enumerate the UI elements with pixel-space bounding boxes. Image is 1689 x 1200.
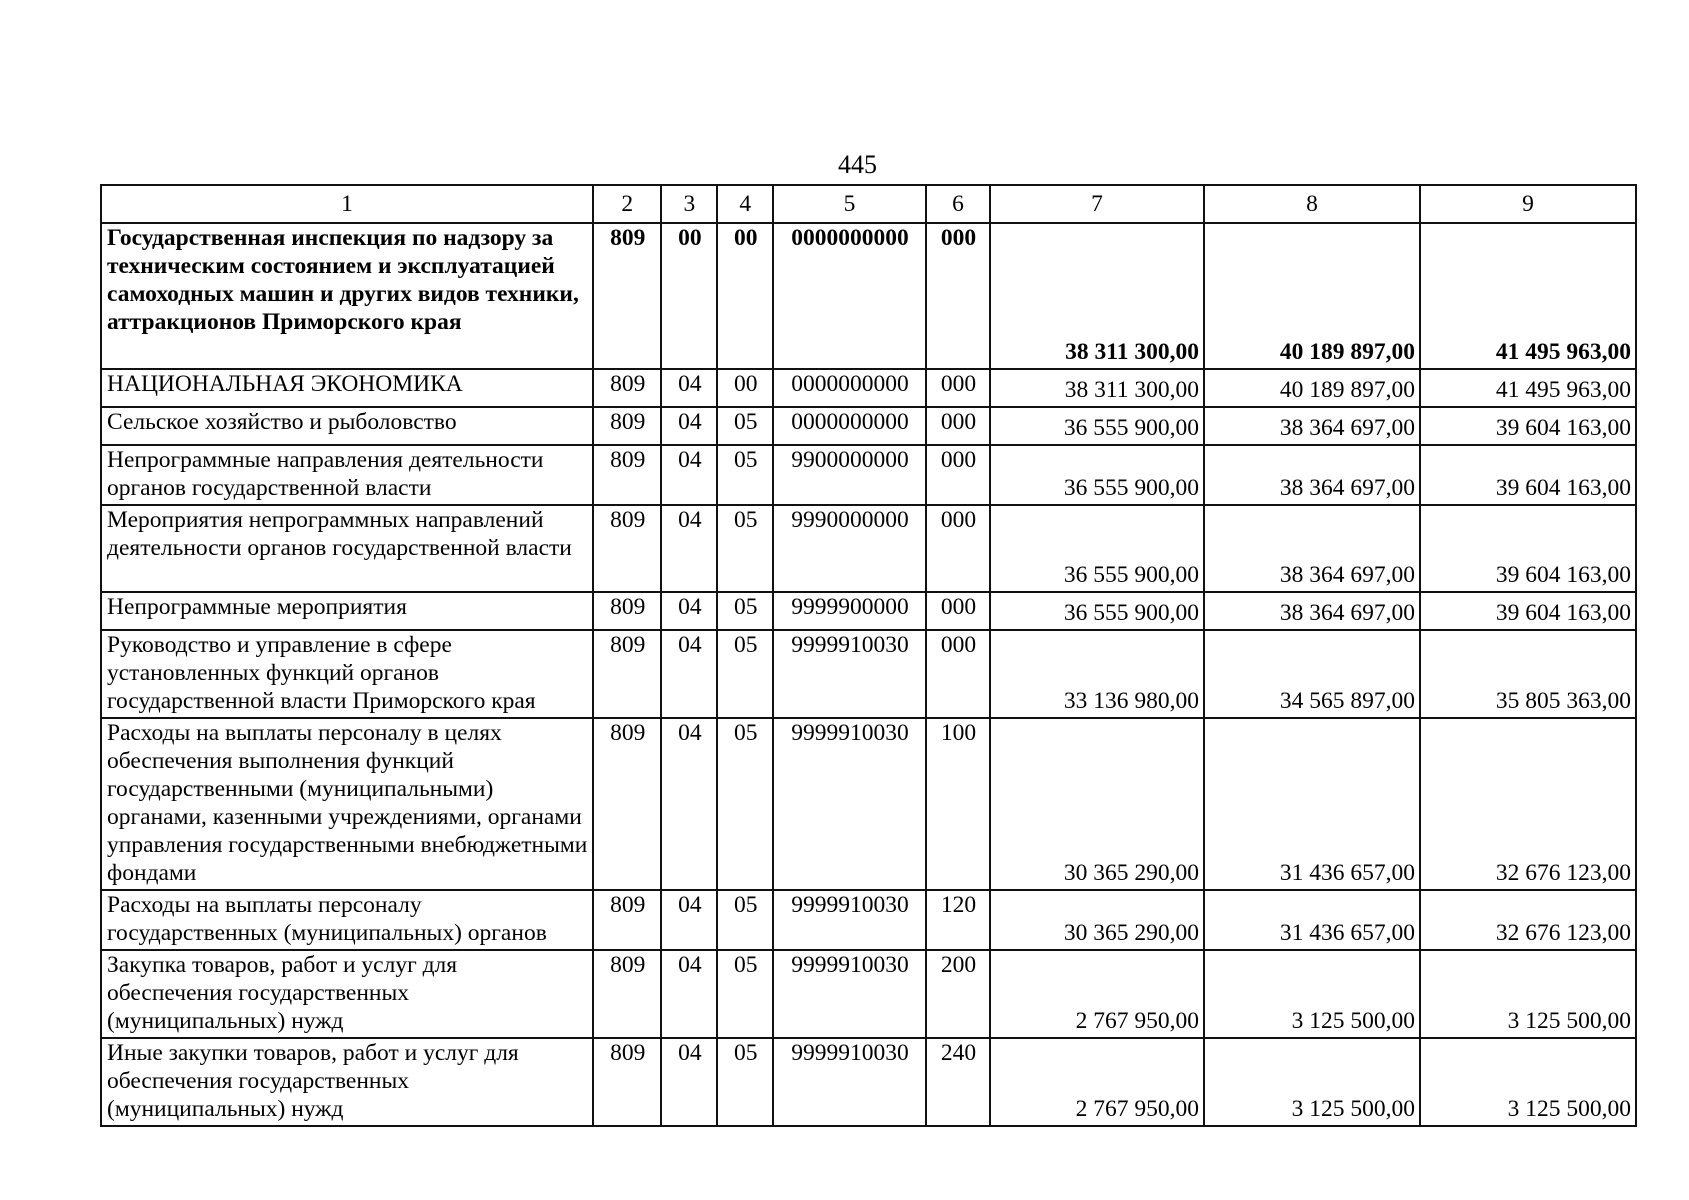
row-amount-9: 32 676 123,00 bbox=[1420, 718, 1636, 890]
header-cell: 2 bbox=[593, 185, 661, 223]
row-name: Мероприятия непрограммных направлений деятельности органов государственной власти bbox=[101, 505, 593, 592]
row-code-5: 0000000000 bbox=[773, 407, 926, 445]
row-code-2: 809 bbox=[593, 592, 661, 630]
table-row bbox=[101, 630, 1636, 718]
row-code-4: 05 bbox=[717, 1038, 773, 1126]
row-code-2: 809 bbox=[593, 718, 661, 890]
row-code-6: 000 bbox=[926, 223, 990, 369]
table-row bbox=[101, 369, 1636, 407]
row-code-5: 9999910030 bbox=[773, 890, 926, 950]
row-code-5: 9999910030 bbox=[773, 950, 926, 1038]
row-code-3: 04 bbox=[661, 592, 717, 630]
row-code-2: 809 bbox=[593, 1038, 661, 1126]
row-name: Сельское хозяйство и рыболовство bbox=[101, 407, 593, 445]
row-code-3: 04 bbox=[661, 407, 717, 445]
row-amount-8: 34 565 897,00 bbox=[1204, 630, 1420, 718]
row-name: НАЦИОНАЛЬНАЯ ЭКОНОМИКА bbox=[101, 369, 593, 407]
row-amount-7: 36 555 900,00 bbox=[990, 445, 1204, 505]
row-code-6: 000 bbox=[926, 407, 990, 445]
row-amount-9: 32 676 123,00 bbox=[1420, 890, 1636, 950]
row-code-6: 120 bbox=[926, 890, 990, 950]
row-code-4: 00 bbox=[717, 369, 773, 407]
row-name: Закупка товаров, работ и услуг для обеспечения государственных (муниципальных) нужд bbox=[101, 950, 593, 1038]
row-amount-8: 38 364 697,00 bbox=[1204, 505, 1420, 592]
row-code-4: 05 bbox=[717, 592, 773, 630]
row-name: Государственная инспекция по надзору за техническим состоянием и эксплуатацией самоходных машин и других видов техники, аттракционов Приморского края bbox=[101, 223, 593, 369]
table-row bbox=[101, 445, 1636, 505]
row-amount-9: 35 805 363,00 bbox=[1420, 630, 1636, 718]
row-amount-7: 38 311 300,00 bbox=[990, 369, 1204, 407]
header-cell: 5 bbox=[773, 185, 926, 223]
row-amount-7: 30 365 290,00 bbox=[990, 890, 1204, 950]
row-code-4: 05 bbox=[717, 445, 773, 505]
row-amount-8: 31 436 657,00 bbox=[1204, 890, 1420, 950]
table-row bbox=[101, 505, 1636, 592]
row-name: Непрограммные направления деятельности органов государственной власти bbox=[101, 445, 593, 505]
row-code-6: 000 bbox=[926, 630, 990, 718]
row-code-5: 0000000000 bbox=[773, 369, 926, 407]
table-row bbox=[101, 592, 1636, 630]
row-amount-9: 39 604 163,00 bbox=[1420, 505, 1636, 592]
page-number: 445 bbox=[838, 150, 877, 179]
row-code-6: 000 bbox=[926, 369, 990, 407]
row-amount-7: 36 555 900,00 bbox=[990, 505, 1204, 592]
row-code-3: 04 bbox=[661, 1038, 717, 1126]
row-code-2: 809 bbox=[593, 505, 661, 592]
header-cell: 9 bbox=[1420, 185, 1636, 223]
row-amount-9: 39 604 163,00 bbox=[1420, 407, 1636, 445]
row-code-5: 9999910030 bbox=[773, 718, 926, 890]
row-code-3: 04 bbox=[661, 890, 717, 950]
budget-table bbox=[100, 184, 1637, 1127]
row-code-3: 04 bbox=[661, 718, 717, 890]
row-code-3: 04 bbox=[661, 505, 717, 592]
row-amount-7: 33 136 980,00 bbox=[990, 630, 1204, 718]
row-code-5: 9900000000 bbox=[773, 445, 926, 505]
row-code-3: 00 bbox=[661, 223, 717, 369]
row-code-2: 809 bbox=[593, 950, 661, 1038]
row-amount-8: 40 189 897,00 bbox=[1204, 369, 1420, 407]
row-code-6: 000 bbox=[926, 592, 990, 630]
row-amount-7: 2 767 950,00 bbox=[990, 950, 1204, 1038]
header-cell: 3 bbox=[661, 185, 717, 223]
row-code-3: 04 bbox=[661, 445, 717, 505]
row-code-6: 000 bbox=[926, 505, 990, 592]
table-header-row bbox=[101, 185, 1636, 223]
row-amount-8: 38 364 697,00 bbox=[1204, 445, 1420, 505]
row-amount-9: 39 604 163,00 bbox=[1420, 445, 1636, 505]
row-amount-8: 38 364 697,00 bbox=[1204, 592, 1420, 630]
row-amount-9: 39 604 163,00 bbox=[1420, 592, 1636, 630]
row-code-2: 809 bbox=[593, 630, 661, 718]
row-name: Расходы на выплаты персоналу в целях обеспечения выполнения функций государственными (муниципальными) органами, казенными учреждениями, органами управления государственными внебюджетными фондами bbox=[101, 718, 593, 890]
table-row bbox=[101, 718, 1636, 890]
row-name: Непрограммные мероприятия bbox=[101, 592, 593, 630]
row-code-3: 04 bbox=[661, 630, 717, 718]
row-amount-7: 2 767 950,00 bbox=[990, 1038, 1204, 1126]
row-amount-9: 41 495 963,00 bbox=[1420, 223, 1636, 369]
row-code-4: 05 bbox=[717, 630, 773, 718]
row-amount-8: 31 436 657,00 bbox=[1204, 718, 1420, 890]
row-code-4: 05 bbox=[717, 950, 773, 1038]
table-row bbox=[101, 1038, 1636, 1126]
row-code-6: 240 bbox=[926, 1038, 990, 1126]
row-code-5: 9999900000 bbox=[773, 592, 926, 630]
row-amount-7: 36 555 900,00 bbox=[990, 407, 1204, 445]
row-amount-8: 40 189 897,00 bbox=[1204, 223, 1420, 369]
row-code-4: 05 bbox=[717, 718, 773, 890]
row-code-5: 0000000000 bbox=[773, 223, 926, 369]
row-code-5: 9990000000 bbox=[773, 505, 926, 592]
row-code-2: 809 bbox=[593, 223, 661, 369]
row-code-4: 05 bbox=[717, 890, 773, 950]
row-code-4: 05 bbox=[717, 407, 773, 445]
header-cell: 7 bbox=[990, 185, 1204, 223]
row-code-6: 200 bbox=[926, 950, 990, 1038]
table-row bbox=[101, 223, 1636, 369]
row-code-2: 809 bbox=[593, 890, 661, 950]
table-row bbox=[101, 890, 1636, 950]
row-code-5: 9999910030 bbox=[773, 1038, 926, 1126]
table-row bbox=[101, 407, 1636, 445]
row-amount-9: 3 125 500,00 bbox=[1420, 950, 1636, 1038]
table-row bbox=[101, 950, 1636, 1038]
row-name: Расходы на выплаты персоналу государственных (муниципальных) органов bbox=[101, 890, 593, 950]
row-amount-9: 41 495 963,00 bbox=[1420, 369, 1636, 407]
header-cell: 8 bbox=[1204, 185, 1420, 223]
row-code-6: 000 bbox=[926, 445, 990, 505]
row-amount-7: 36 555 900,00 bbox=[990, 592, 1204, 630]
row-code-2: 809 bbox=[593, 407, 661, 445]
row-code-6: 100 bbox=[926, 718, 990, 890]
row-code-2: 809 bbox=[593, 445, 661, 505]
row-amount-7: 30 365 290,00 bbox=[990, 718, 1204, 890]
row-amount-8: 3 125 500,00 bbox=[1204, 950, 1420, 1038]
row-amount-9: 3 125 500,00 bbox=[1420, 1038, 1636, 1126]
row-amount-8: 38 364 697,00 bbox=[1204, 407, 1420, 445]
row-name: Руководство и управление в сфере установленных функций органов государственной власти Приморского края bbox=[101, 630, 593, 718]
row-code-4: 00 bbox=[717, 223, 773, 369]
row-amount-8: 3 125 500,00 bbox=[1204, 1038, 1420, 1126]
header-cell: 1 bbox=[101, 185, 593, 223]
row-code-2: 809 bbox=[593, 369, 661, 407]
header-cell: 4 bbox=[717, 185, 773, 223]
row-code-3: 04 bbox=[661, 369, 717, 407]
row-amount-7: 38 311 300,00 bbox=[990, 223, 1204, 369]
header-cell: 6 bbox=[926, 185, 990, 223]
row-name: Иные закупки товаров, работ и услуг для обеспечения государственных (муниципальных) нужд bbox=[101, 1038, 593, 1126]
row-code-4: 05 bbox=[717, 505, 773, 592]
row-code-3: 04 bbox=[661, 950, 717, 1038]
row-code-5: 9999910030 bbox=[773, 630, 926, 718]
